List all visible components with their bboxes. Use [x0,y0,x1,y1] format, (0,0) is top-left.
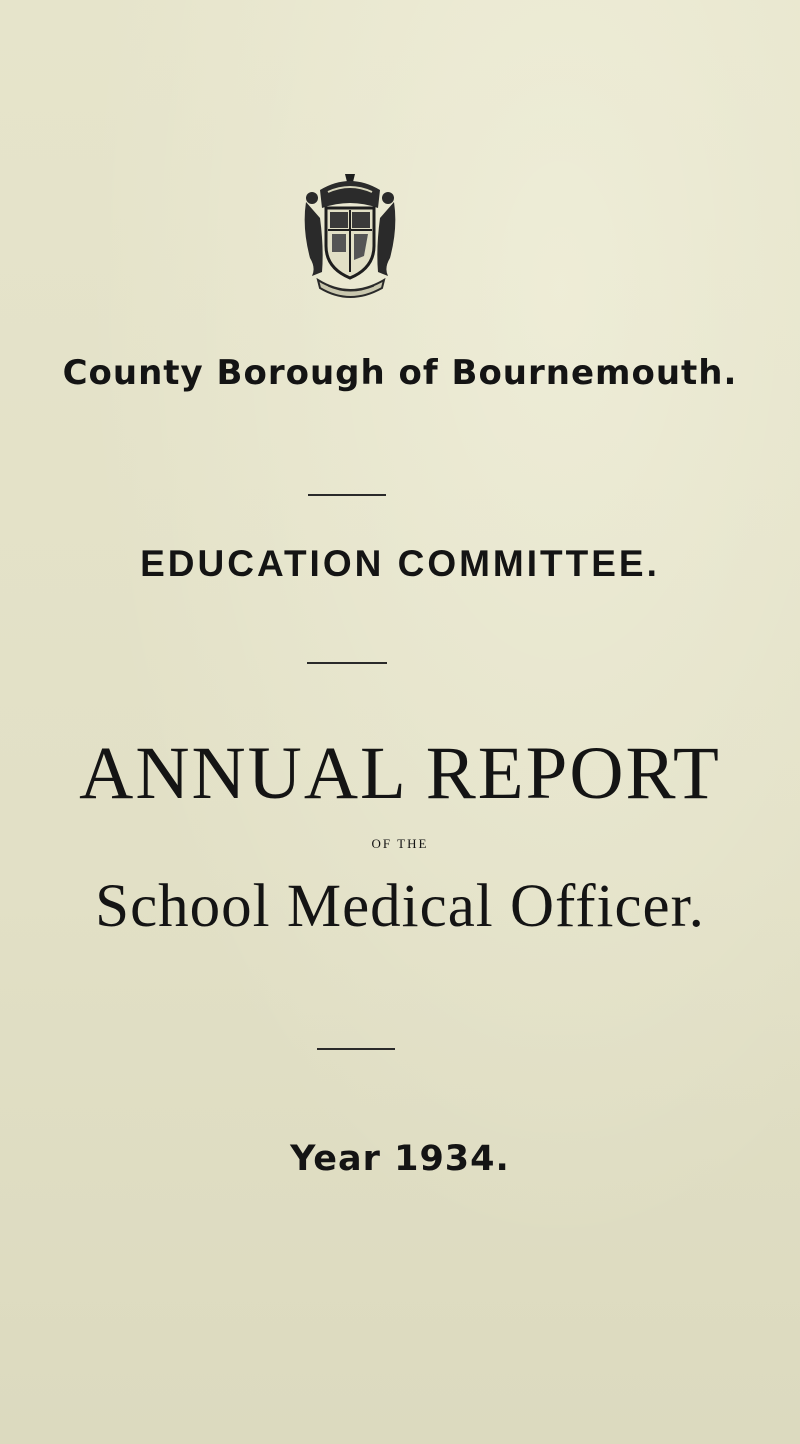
report-year: Year 1934. [290,1139,510,1179]
divider-rule [307,662,387,664]
report-title: ANNUAL REPORT [79,732,721,815]
divider-rule [308,494,386,496]
coat-of-arms-icon [298,168,402,300]
borough-title: County Borough of Bournemouth. [62,353,738,393]
officer-title: School Medical Officer. [95,873,705,940]
committee-heading: EDUCATION COMMITTEE. [140,543,660,584]
divider-rule [317,1048,395,1050]
of-the-label: OF THE [371,836,429,851]
